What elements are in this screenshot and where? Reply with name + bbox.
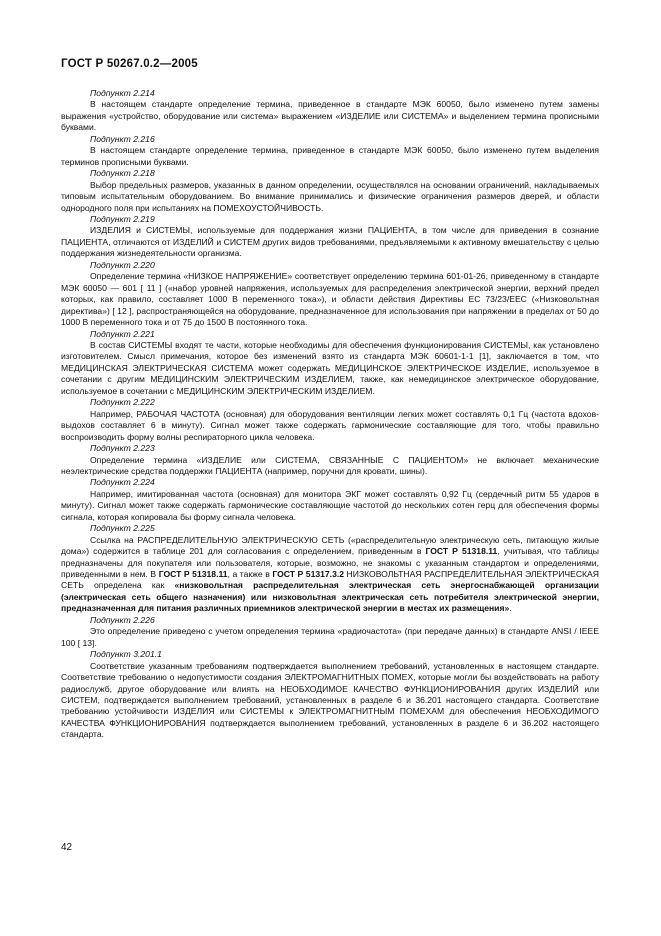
subclause-paragraph [61,145,599,168]
text-run: В состав СИСТЕМЫ входят те части, которые необходимы для обеспечения функционирования СИСТЕМЫ, как установлено изготовителем. Смысл примечания, которое без изменений взято из стандарта МЭК 60601-1-1 [1], заключается в том, что МЕДИЦИНСКАЯ ЭЛЕКТРИЧЕСКАЯ СИСТЕМА может содержать МЕДИЦИНСКОЕ ЭЛЕКТРИЧЕСКОЕ ИЗДЕЛИЕ, используемое в сочетании с другим МЕДИЦИНСКИМ ЭЛЕКТРИЧЕСКИМ ИЗДЕЛИЕМ, также, как немедицинское электрическое оборудование, используемое в сочетании с МЕДИЦИНСКИМ ЭЛЕКТРИЧЕСКИМ ИЗДЕЛИЕМ. [61,339,599,396]
subclause-label: Подпункт 2.220 [90,259,155,270]
text-run: Это определение приведено с учетом определения термина «радиочастота» (при передаче данных) в стандарте ANSI / IEEE 100 [ 13]. [61,626,599,648]
bold-text-run: «низковольтная распределительная электрическая сеть энергоснабжающей организации (электрическая сеть общего назначения) или низковольтная электрическая сеть потребителя электрической энергии, предназначенная для питания различных приемников электрической энергии в местах их размещения» [61,580,599,614]
document-header-title: ГОСТ Р 50267.0.2—2005 [61,58,198,70]
document-body [61,88,599,741]
subclause-label: Подпункт 2.219 [90,213,155,224]
subclause-paragraph [61,271,599,328]
bold-text-run: ГОСТ Р 51317.3.2 [272,569,345,580]
bold-text-run: ГОСТ Р 51318.11 [158,569,228,580]
subclause-label: Подпункт 2.226 [90,614,155,625]
subclause-label: Подпункт 2.225 [90,523,155,534]
subclause-paragraph [61,626,599,649]
text-run: В настоящем стандарте определение термина, приведенное в стандарте МЭК 60050, было изменено путем замены выражения «устройство, оборудование или система» выражением «ИЗДЕЛИЕ или СИСТЕМА» и выделением термина прописными буквами. [61,99,599,133]
text-run: Определение термина «НИЗКОЕ НАПРЯЖЕНИЕ» соответствует определению термина 601-01-26, приведенному в стандарте МЭК 60050 — 601 [ 11 ] («набор уровней напряжения, используемых для распределения электрической энергии, верхний предел которых, как правило, составляет 1000 В переменного тока»), и области действия Директивы ЕС 73/23/ЕЕС («Низковольтная директива») [ 12 ], распространяющейся на оборудование, предназначенное для использования при напряжении в пределах от 50 до 1000 В переменного тока и от 75 до 1500 В постоянного тока. [61,271,599,328]
subclause-paragraph [61,455,599,478]
text-run: Выбор предельных размеров, указанных в данном определении, осуществлялся на основании ограничений, накладываемых типовым испытательным оборудованием. Во внимание принимались и физические ограничения размеров дверей, и области однородного поля при испытаниях на ПОМЕХОУСТОЙЧИВОСТЬ. [61,179,599,213]
subclause-label: Подпункт 2.221 [90,328,155,339]
text-run: , учитывая, что таблицы предназначены для покупателя или пользователя, которые, возможно, не знакомы с указанным стандартом и определениями, приведенными в нем. В [61,546,599,580]
text-run: , а также в [227,569,273,580]
subclause-paragraph [61,661,599,741]
text-run: ИЗДЕЛИЯ и СИСТЕМЫ, используемые для поддержания жизни ПАЦИЕНТА, в том числе для приведения в сознание ПАЦИЕНТА, отличаются от ИЗДЕЛИЙ и СИСТЕМ других видов требованиями, предъявляемыми к активному вмешательству с целью поддержания жизнедеятельности организма. [61,225,599,259]
subclause-paragraph [61,340,599,397]
subclause-paragraph [61,180,599,214]
text-run: Определение термина «ИЗДЕЛИЕ или СИСТЕМА, СВЯЗАННЫЕ С ПАЦИЕНТОМ» не включает механические неэлектрические средства поддержки ПАЦИЕНТА (например, поручни для кровати, шины). [61,454,599,476]
subclause-label: Подпункт 2.222 [90,397,155,408]
subclause-label: Подпункт 3.201.1 [90,649,162,660]
text-run: Ссылка на РАСПРЕДЕЛИТЕЛЬНУЮ ЭЛЕКТРИЧЕСКУЮ СЕТЬ («распределительную электрическую сеть, питающую жилые дома») содержится в таблице 201 для согласования с определением, приведенным в [61,534,599,557]
text-run: . [509,603,512,614]
subclause-paragraph [61,99,599,133]
subclause-label: Подпункт 2.223 [90,443,155,454]
subclause-label: Подпункт 2.214 [90,88,155,98]
page-number: 42 [61,842,73,853]
subclause-label: Подпункт 2.216 [90,133,155,144]
text-run: Соответствие указанным требованиям подтверждается выполнением требований, установленных в настоящем стандарте. Соответствие требованию о недопустимости создания ЭЛЕКТРОМАГНИТНЫХ ПОМЕХ, которые могли бы воздействовать на работу радиослужб, другое оборудование или влиять на НЕОБХОДИМОЕ КАЧЕСТВО ФУНКЦИОНИРОВАНИЯ других ИЗДЕЛИЙ или СИСТЕМ, подтверждается выполнением требований, установленных в разделе 6 и 36.201 настоящего стандарта. Соответствие требованию устойчивости ИЗДЕЛИЯ или СИСТЕМЫ к ЭЛЕКТРОМАГНИТНЫМ ПОМЕХАМ для обеспечения НЕОБХОДИМОГО КАЧЕСТВА ФУНКЦИОНИРОВАНИЯ подтверждается выполнением требований, установленных в разделе 6 и 36.202 настоящего стандарта. [61,660,599,740]
subclause-paragraph [61,535,599,615]
subclause-paragraph [61,409,599,443]
text-run: Например, РАБОЧАЯ ЧАСТОТА (основная) для оборудования вентиляции легких может составлять 0,1 Гц (частота вдохов-выдохов составляет 6 в минуту). Сигнал может также содержать гармонические составляющие для того, чтобы правильно воспроизводить форму волны респираторного цикла человека. [61,408,599,442]
subclause-paragraph [61,225,599,259]
bold-text-run: ГОСТ Р 51318.11 [425,546,498,557]
subclause-paragraph [61,489,599,523]
text-run: Например, имитированная частота (основная) для монитора ЭКГ может составлять 0,92 Гц (сердечный ритм 55 ударов в минуту). Сигнал может также содержать гармонические составляющие частотой до нескольких сотен герц для обеспечения формы сигнала, которая копировала бы форму сигнала человека. [61,488,599,522]
subclause-label: Подпункт 2.224 [90,477,155,488]
subclause-label: Подпункт 2.218 [90,168,155,179]
text-run: НИЗКОВОЛЬТНАЯ РАСПРЕДЕЛИТЕЛЬНАЯ ЭЛЕКТРИЧЕСКАЯ СЕТЬ определена как [61,569,599,591]
text-run: В настоящем стандарте определение термина, приведенное в стандарте МЭК 60050, было изменено путем выделения терминов прописными буквами. [61,145,599,167]
